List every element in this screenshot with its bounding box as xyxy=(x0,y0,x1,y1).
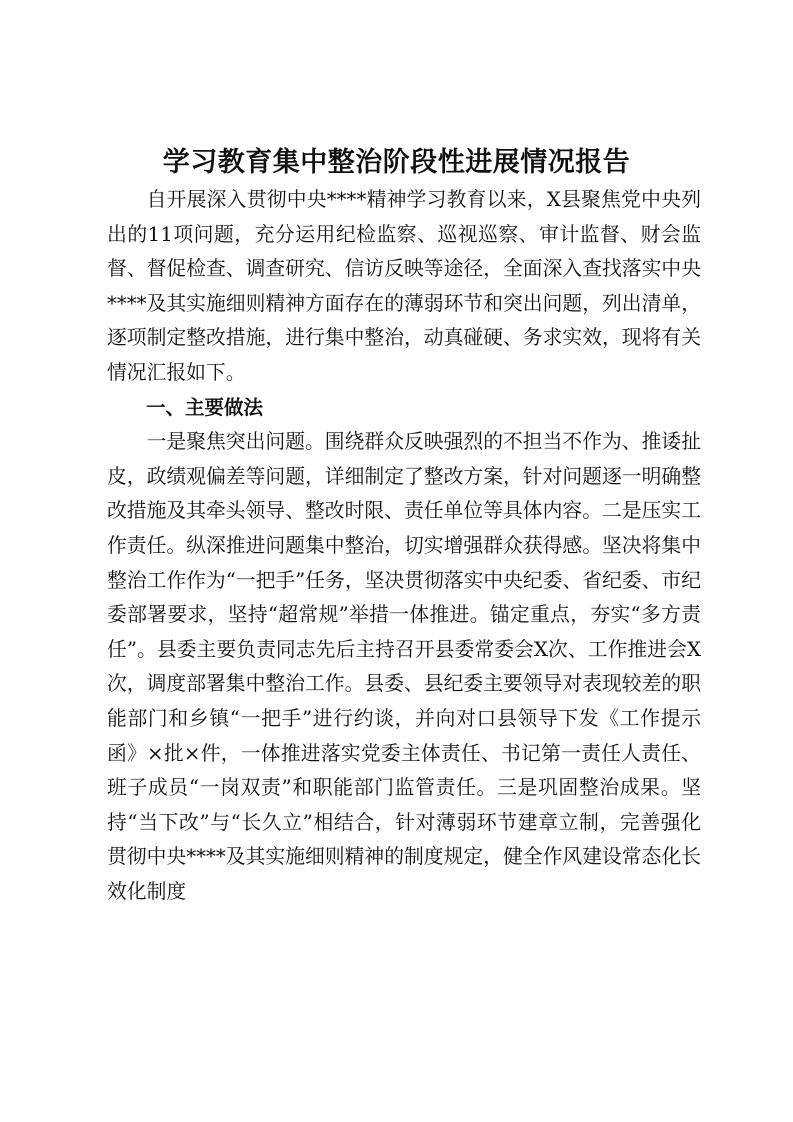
section-paragraph: 一是聚焦突出问题。围绕群众反映强烈的不担当不作为、推诿扯皮，政绩观偏差等问题，详细制定了整改方案，针对问题逐一明确整改措施及其牵头领导、整改时限、责任单位等具体内容。二是压实工作责任。纵深推进问题集中整治，切实增强群众获得感。坚决将集中整治工作作为“一把手”任务，坚决贯彻落实中央纪委、省纪委、市纪委部署要求，坚持“超常规”举措一体推进。锚定重点，夯实“多方责任”。县委主要负责同志先后主持召开县委常委会X次、工作推进会X次，调度部署集中整治工作。县委、县纪委主要领导对表现较差的职能部门和乡镇“一把手”进行约谈，并向对口县领导下发《工作提示函》×批×件，一体推进落实党委主体责任、书记第一责任人责任、班子成员“一岗双责”和职能部门监管责任。三是巩固整治成果。坚持“当下改”与“长久立”相结合，针对薄弱环节建章立制，完善强化贯彻中央****及其实施细则精神的制度规定，健全作风建设常态化长效化制度 xyxy=(107,430,701,903)
section-heading-main-practices: 一、主要做法 xyxy=(146,395,264,419)
document-title: 学习教育集中整治阶段性进展情况报告 xyxy=(162,147,631,178)
intro-paragraph: 自开展深入贯彻中央****精神学习教育以来，X县聚焦党中央列出的11项问题，充分运用纪检监察、巡视巡察、审计监督、财会监督、督促检查、调查研究、信访反映等途径，全面深入查找落实中央****及其实施细则精神方面存在的薄弱环节和突出问题，列出清单，逐项制定整改措施，进行集中整治，动真碰硬、务求实效，现将有关情况汇报如下。 xyxy=(107,188,701,384)
document-body xyxy=(107,183,701,909)
